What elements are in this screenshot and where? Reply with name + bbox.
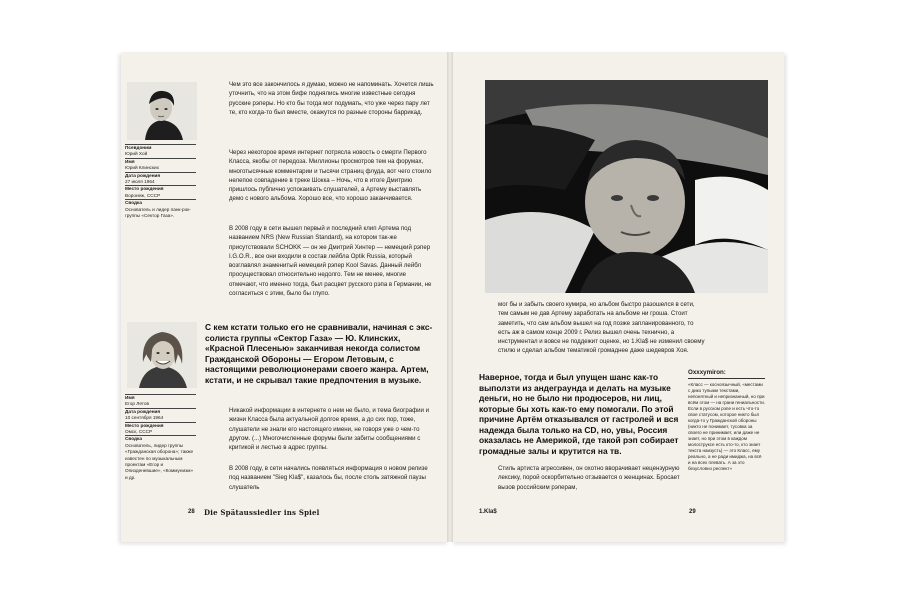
profile-row [125,422,196,436]
profile-label: Место рождения [125,422,164,428]
pull-quote-left: С кем кстати только его не сравнивали, начиная с экс-солиста группы «Сектор Газа» — Ю. Клинских, «Красной Плесенью» заканчивая некогда солистом Гражданской Обороны — Егором Летовым, с настоящими революционерами своего жанра. Артем, кстати, и не скрывал такие предпочтения в музыке. [205,322,433,385]
paragraph-album-release: мог бы и забыть своего кумира, но альбом быстро разошелся в сети, тем самым не дав Артему заработать на альбоме ни гроша. Стоит заметить, что сам альбом вышел на год позже запланированного, то есть аж в самом конце 2009 г. Релиз вышел очень технично, а инструментал и вовсе не поддежит оценке, но 1.Kla$ не изменил своему стилю и сделал альбом тематикой громаднее даже шедевров Хоя. [498,301,705,355]
profile-label: Псевдоним [125,145,152,150]
profile-row [125,185,196,199]
profile-label: Дата рождения [125,408,161,414]
paragraph-sieg-klas: В 2008 году, в сети начались появляться информация о новом релизе под названием "Sieg Kla$", казалось бы, после столь затяжной паузы слушатель [229,465,428,491]
profile-row [125,435,196,481]
portrait-photo-yuri-khoy [127,82,197,140]
profile-row [125,408,196,422]
profile-row [125,199,196,219]
page-number-right: 29 [689,509,696,515]
page-number-left: 28 [188,509,195,515]
profile-label: Сводка [125,436,142,442]
main-photo-artist [485,80,768,293]
profile-value: Юрий Хой [125,151,148,157]
profile-value: Юрий Клинских [125,165,159,171]
sidebar-quote [688,369,765,472]
profile-value: Воронеж, СССР [125,192,161,198]
running-title-left: Die Spätaussiedler ins Spiel [204,508,320,517]
paragraph-no-info: Никакой информации в интернете о нем не было, и тема биографии и жизни Класса была актуальной долгое время, а до сих пор, тоже, слушатели не знали его настоящего имени, не говоря уже о чем-то другом. (...) Многочисленные форумы были забиты сообщениями с критикой и лестью в адрес группы. [229,407,430,452]
profile-value: 10 сентября 1964 [125,415,164,421]
book-spine [447,52,453,542]
profile-value: Егор Летов [125,401,149,407]
profile-row [125,172,196,186]
profile-value: Омск, СССР [125,429,153,435]
profile-row [125,158,196,172]
profile-label: Сводка [125,200,142,206]
paragraph-style: Стиль артиста агрессивен, он охотно вворачивает нецензурную лексику, порой оскорбительно отзывается о женщинах. Бросает вызов российским рэперам, [498,465,680,491]
profile-label: Имя [125,158,135,164]
paragraph-death-rumor: Через некоторое время интернет потрясла новость о смерти Первого Класса, якобы от передоза. Миллионы просмотров тем на форумах, многотысячные комментарии и тысячи страниц флуда, вот чего стоило нелепое совпадение в треке Шокка – Ночь, что в итоге Дмитрию пришлось публично успокаивать слушателей, а Артему выставлять демо с нового альбома. Хорошо все, что хорошо заканчивается. [229,149,432,203]
profile-label: Имя [125,395,135,400]
sidebar-quote-title: Oxxxymiron: [688,369,765,379]
profile-value: Основатель, лидер группы «Гражданская оборона»; также известен по музыкальным проектам «Егор и Опизденевшие», «Коммунизм» и др. [125,442,194,480]
portrait-photo-egor-letov [127,322,197,388]
profile-row [125,394,196,408]
profile-value: Основатель и лидер панк-рок-группы «Сектор Газа». [125,206,191,219]
paragraph-nrs-clip: В 2008 году в сети вышел первый и последний клип Артема под названием NRS (New Russian Standard), на котором так-же присутствовали SCHOKK — он же Дмитрий Хинтер — немецкий рэпер I.G.O.R., все они входили в состав лейбла Optik Russia, который возглавлял знаменитый немецкий рэпер Kool Savas. Данный лейбл просуществовал относительно недолго. Тем не менее, многие отмечают, что именно тогда, был расцвет русского рэпа в Германии, не согласиться с этим, было бы глупо. [229,225,432,298]
sidebar-quote-text: «Класс — косноязычный, «местами с дико тупыми текстами, непонятный и непризнанный, но при всём этом — на грани гениальности. Если в русском рэпе и есть что-то свое статусом, которое никто был когда-то у Гражданской обороны (никто не понимает, тусовка за своего не принимает, или даже не знает, но при этом в каждом молоструксе есть кто-то, кто знает текста наизусть) — это Класс, ему реально, а не ради имиджа, на всё и на всех плевать. А за это безусловно респект» [688,382,765,471]
profile-card-egor-letov [125,394,196,481]
running-title-right: 1.Kla$ [479,509,497,515]
profile-label: Место рождения [125,186,164,192]
profile-card-yuri-khoy [125,144,196,219]
profile-label: Дата рождения [125,172,161,178]
profile-row [125,144,196,158]
profile-value: 27 июля 1964 [125,179,155,185]
pull-quote-right: Наверное, тогда и был упущен шанс как-то выползти из андеграунда и делать на музыке деньги, но не было ни продюсеров, ни лиц, которые бы хоть как-то ему помогали. По этой причине Артём отказывался от гастролей и вся надежда была только на CD, но, увы, Россия оказалась не Америкой, где такой рэп собирает громадные залы и крутится на тв. [479,372,679,456]
intro-paragraph: Чем это все закончилось я думаю, можно не напоминать. Хочется лишь уточнить, что на этом бифе поднялись многие известные сегодня русские рэперы. Но кто бы тогда мог подумать, что уже через пару лет те, кто когда-то был вместе, окажутся по разные стороны баррикад. [229,81,434,116]
